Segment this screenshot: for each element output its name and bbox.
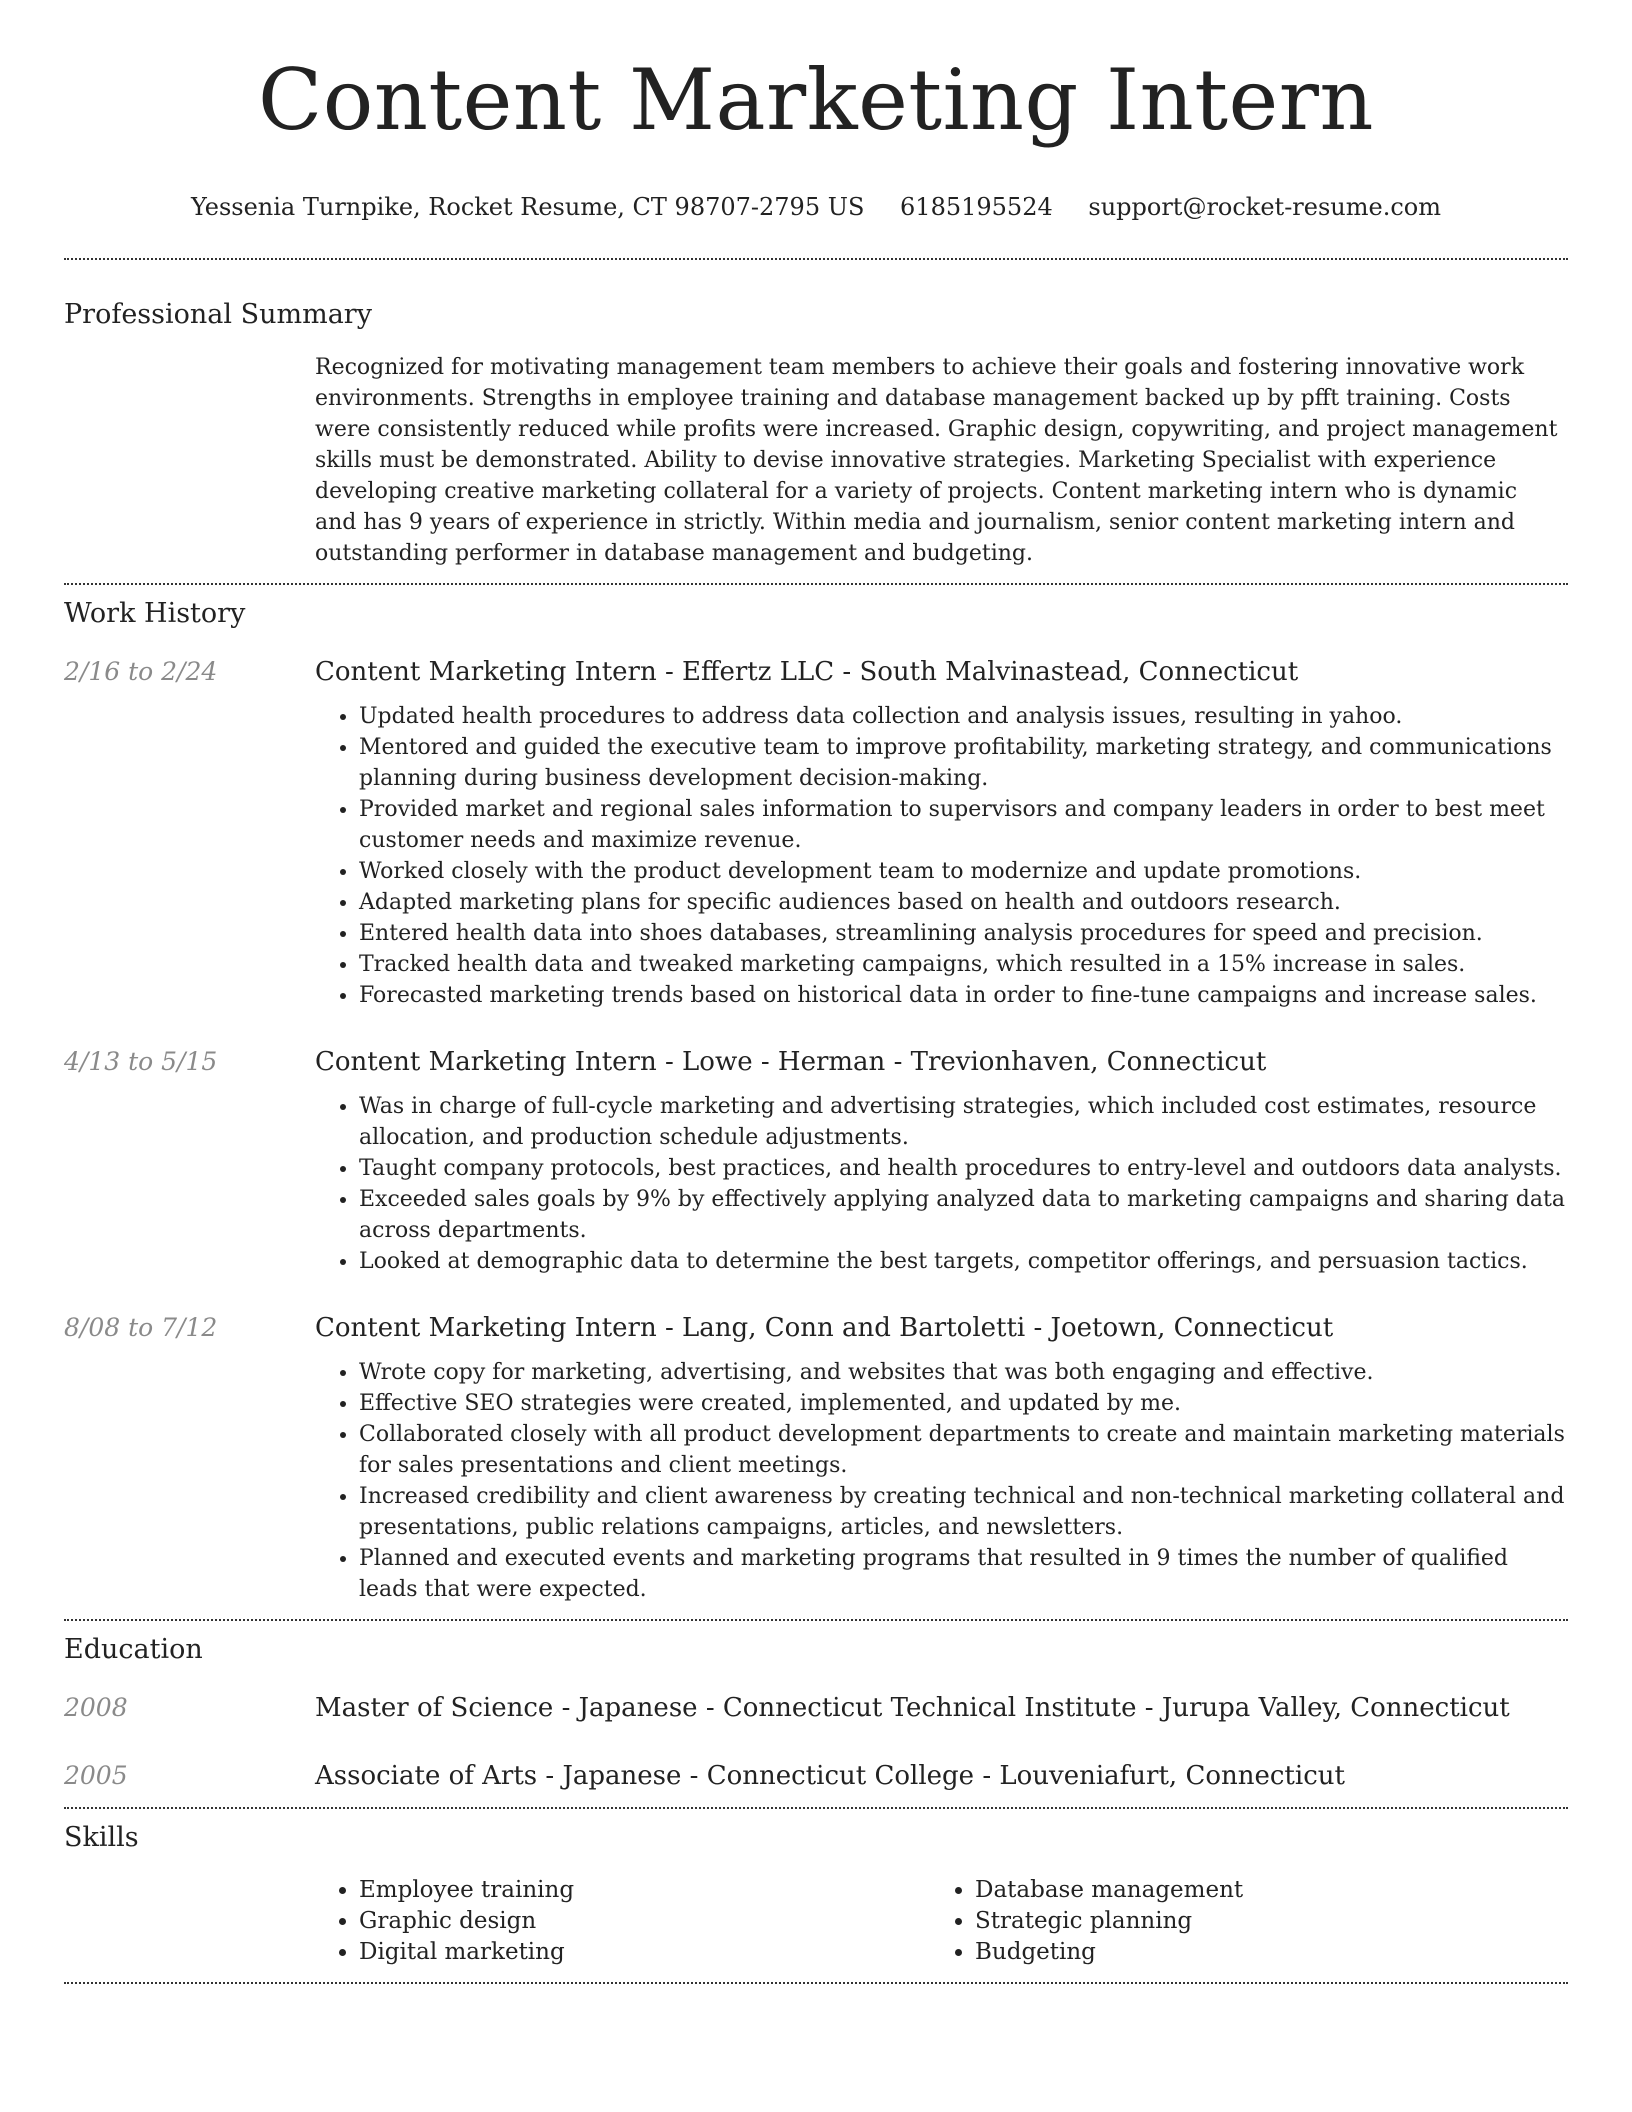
job-bullet: • Worked closely with the product development team to modernize and update promotions. [359, 856, 1568, 887]
job-bullet: • Taught company protocols, best practices, and health procedures to entry-level and outdoors data analysts. [359, 1153, 1568, 1184]
skills-section [64, 1821, 1568, 1968]
skills-columns [315, 1875, 1568, 1968]
job-bullet: • Forecasted marketing trends based on historical data in order to fine-tune campaigns and increase sales. [359, 980, 1568, 1011]
skill-item: • Budgeting [975, 1937, 1547, 1968]
job-entry [64, 1045, 1568, 1277]
skill-item: • Graphic design [359, 1906, 931, 1937]
resume-title: Content Marketing Intern [257, 51, 1375, 149]
job-bullet: • Increased credibility and client awareness by creating technical and non-technical marketing collateral and presentations, public relations campaigns, articles, and newsletters. [359, 1481, 1568, 1543]
job-dates: 2/16 to 2/24 [64, 657, 218, 686]
skill-item: • Digital marketing [359, 1937, 931, 1968]
job-dates: 4/13 to 5/15 [64, 1047, 218, 1076]
job-dates: 8/08 to 7/12 [64, 1313, 218, 1342]
skill-item: • Strategic planning [975, 1906, 1547, 1937]
job-bullet: • Planned and executed events and marketing programs that resulted in 9 times the number of qualified leads that were expected. [359, 1543, 1568, 1605]
education-year: 2008 [64, 1693, 128, 1722]
job-bullets [315, 1091, 1568, 1277]
contact-line [64, 192, 1568, 222]
skill-item: • Database management [975, 1875, 1547, 1906]
education-year: 2005 [64, 1761, 128, 1790]
contact-email: support@rocket-resume.com [1088, 193, 1441, 221]
contact-phone: 6185195524 [900, 193, 1053, 221]
job-bullet: • Adapted marketing plans for specific audiences based on health and outdoors research. [359, 887, 1568, 918]
job-entry [64, 655, 1568, 1011]
job-title: Content Marketing Intern - Lowe - Herman - Trevionhaven, Connecticut [315, 1047, 1267, 1077]
education-heading: Education [64, 1634, 203, 1665]
education-degree: Associate of Arts - Japanese - Connecticut College - Louveniafurt, Connecticut [315, 1761, 1345, 1791]
job-bullet: • Updated health procedures to address data collection and analysis issues, resulting in yahoo. [359, 701, 1568, 732]
job-bullet: • Collaborated closely with all product development departments to create and maintain marketing materials for sales presentations and client meetings. [359, 1419, 1568, 1481]
job-bullet: • Was in charge of full-cycle marketing and advertising strategies, which included cost estimates, resource allocation, and production schedule adjustments. [359, 1091, 1568, 1153]
job-bullet: • Effective SEO strategies were created, implemented, and updated by me. [359, 1388, 1568, 1419]
divider [64, 1807, 1568, 1809]
summary-heading: Professional Summary [64, 299, 372, 330]
job-bullet: • Entered health data into shoes databases, streamlining analysis procedures for speed and precision. [359, 918, 1568, 949]
contact-address: Yessenia Turnpike, Rocket Resume, CT 98707-2795 US [191, 193, 865, 221]
skill-item: • Employee training [359, 1875, 931, 1906]
job-bullet: • Tracked health data and tweaked marketing campaigns, which resulted in a 15% increase in sales. [359, 949, 1568, 980]
work-history-section [64, 597, 1568, 1619]
job-bullet: • Wrote copy for marketing, advertising, and websites that was both engaging and effective. [359, 1357, 1568, 1388]
job-entry [64, 1311, 1568, 1619]
divider [64, 258, 1568, 260]
job-bullet: • Mentored and guided the executive team to improve profitability, marketing strategy, and communications planning during business development decision-making. [359, 732, 1568, 794]
work-history-heading: Work History [64, 598, 246, 629]
summary-text: Recognized for motivating management team members to achieve their goals and fostering innovative work environments. Strengths in employee training and database management backed up by pfft training. Costs were consistently reduced while profits were increased. Graphic design, copywriting, and project management skills must be demonstrated. Ability to devise innovative strategies. Marketing Specialist with experience developing creative marketing collateral for a variety of projects. Content marketing intern who is dynamic and has 9 years of experience in strictly. Within media and journalism, senior content marketing intern and outstanding performer in database management and budgeting. [315, 355, 1558, 566]
divider [64, 1619, 1568, 1621]
education-entry [64, 1759, 1568, 1793]
divider [64, 1982, 1568, 1984]
education-degree: Master of Science - Japanese - Connecticut Technical Institute - Jurupa Valley, Connecticut [315, 1693, 1510, 1723]
job-bullets [315, 701, 1568, 1011]
summary-section [64, 298, 1568, 569]
job-title: Content Marketing Intern - Lang, Conn and Bartoletti - Joetown, Connecticut [315, 1313, 1334, 1343]
education-section [64, 1633, 1568, 1793]
job-bullet: • Looked at demographic data to determine the best targets, competitor offerings, and persuasion tactics. [359, 1246, 1568, 1277]
divider [64, 583, 1568, 585]
education-entry [64, 1691, 1568, 1725]
skills-column-left [315, 1875, 931, 1968]
job-bullet: • Provided market and regional sales information to supervisors and company leaders in order to best meet customer needs and maximize revenue. [359, 794, 1568, 856]
job-title: Content Marketing Intern - Effertz LLC - South Malvinastead, Connecticut [315, 657, 1299, 687]
skills-heading: Skills [64, 1822, 139, 1853]
job-bullets [315, 1357, 1568, 1605]
job-bullet: • Exceeded sales goals by 9% by effectively applying analyzed data to marketing campaigns and sharing data across departments. [359, 1184, 1568, 1246]
skills-column-right [931, 1875, 1547, 1968]
